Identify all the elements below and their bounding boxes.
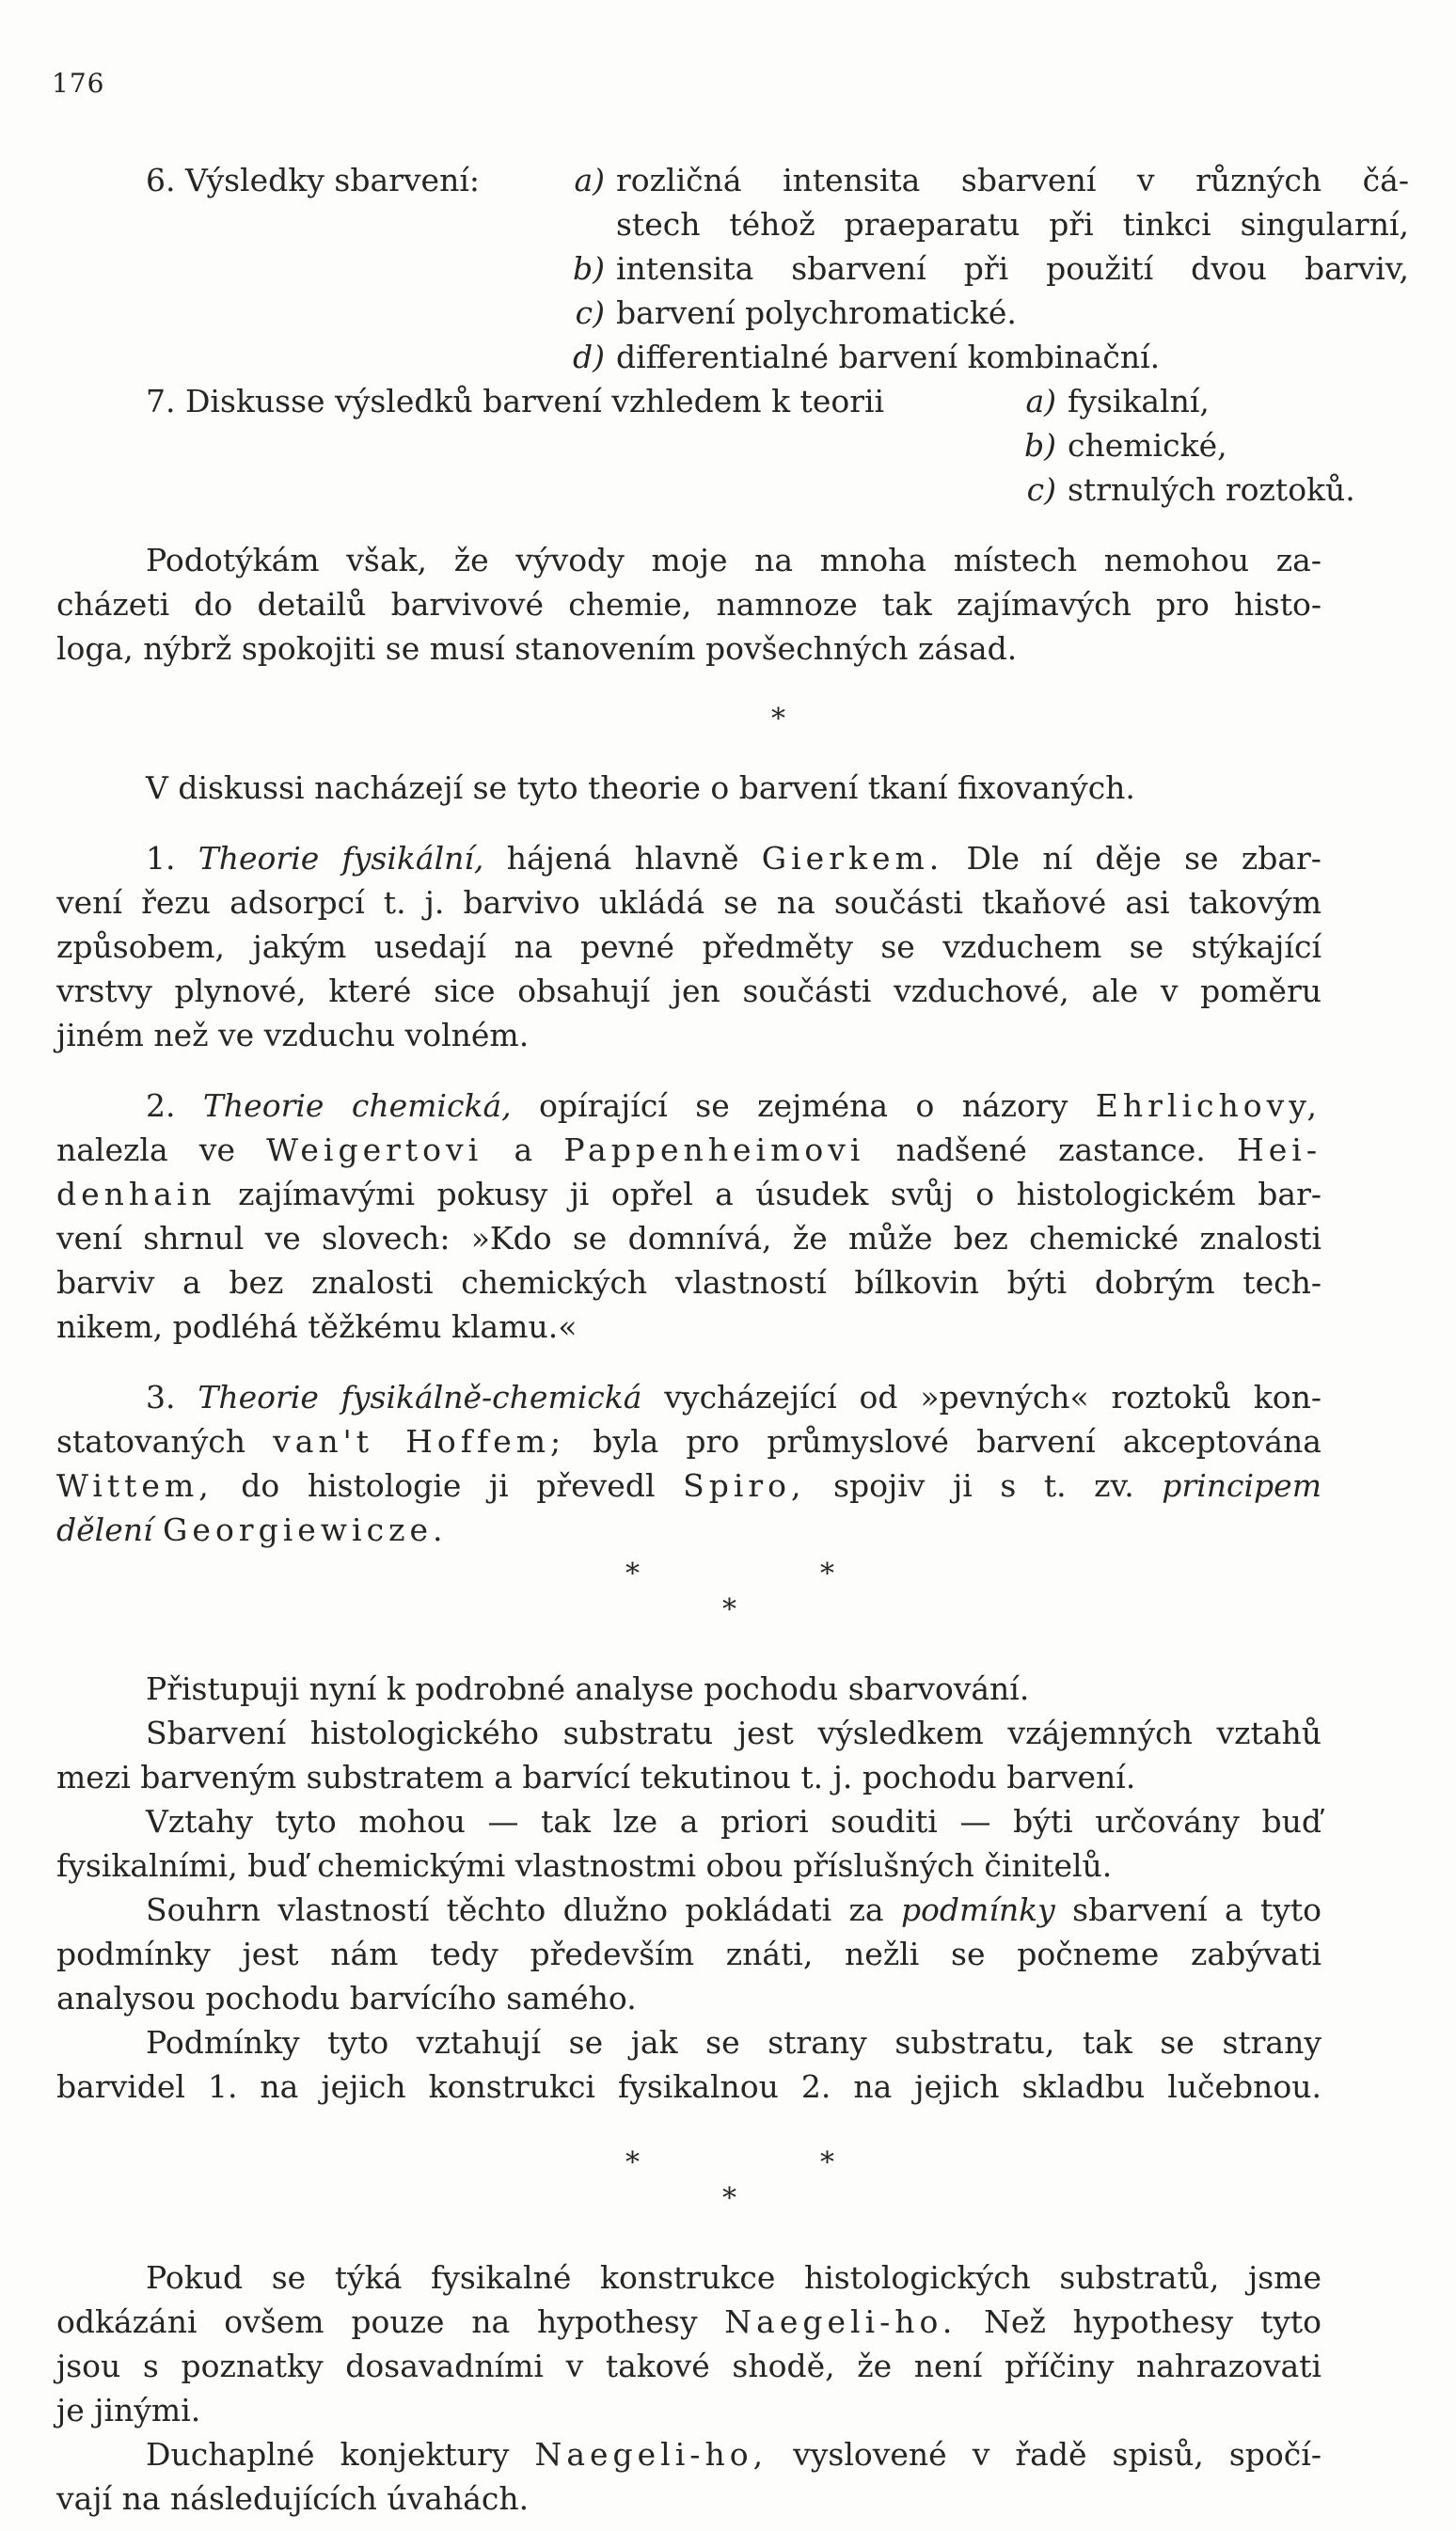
paragraph-diskussi: V diskussi nacházejí se tyto theorie o barvení tkaní fixovaných. <box>146 769 1135 806</box>
list-text: stech téhož praeparatu při tinkci singularní, <box>616 206 1409 243</box>
text-line: vení řezu adsorpcí t. j. barvivo ukládá se na součásti tkaňové asi takovým <box>56 884 1321 921</box>
text-line: vrstvy plynové, které sice obsahují jen součásti vzduchové, ale v poměru <box>56 973 1321 1009</box>
list-item-6-label: 6. Výsledky sbarvení: <box>146 162 480 198</box>
text-line: 3. Theorie fysikálně-chemická vycházející od »pevných« roztoků kon- <box>146 1379 1321 1416</box>
text-line: nikem, podléhá těžkému klamu.« <box>56 1308 578 1345</box>
paragraph-duchaplne <box>56 2432 1411 2521</box>
text-line: Sbarvení histologického substratu jest výsledkem vzájemných vztahů <box>146 1715 1321 1751</box>
text-line: Vztahy tyto mohou — tak lze a priori souditi — býti určovány buď <box>146 1803 1321 1840</box>
text-line: 2. Theorie chemická, opírající se zejména o názory Ehrlichovy, <box>146 1087 1321 1124</box>
text-line: analysou pochodu barvícího samého. <box>56 1980 637 2017</box>
paragraph-theory-3 <box>56 1375 1411 1552</box>
text-line: loga, nýbrž spokojiti se musí stanovením povšechných zásad. <box>56 630 1018 667</box>
asterisk-divider-triple <box>146 2141 1411 2229</box>
text-line: statovaných van't Hoffem; byla pro průmyslové barvení akceptována <box>56 1423 1321 1460</box>
list-text: intensita sbarvení při použití dvou barviv, <box>616 250 1409 287</box>
text-line: barviv a bez znalosti chemických vlastností bílkovin býti dobrým tech- <box>56 1264 1321 1301</box>
text-line: mezi barveným substratem a barvící tekutinou t. j. pochodu barvení. <box>56 1759 1136 1795</box>
text-line: podmínky jest nám tedy především znáti, nežli se počneme zabývati <box>56 1936 1321 1972</box>
asterisk-divider-triple <box>146 1552 1411 1640</box>
list-text: strnulých roztoků. <box>1068 471 1355 508</box>
page-number: 176 <box>52 68 105 99</box>
list-text: barvení polychromatické. <box>616 294 1017 331</box>
paragraph-theory-1 <box>56 836 1411 1057</box>
list-marker: b) <box>573 250 605 287</box>
text-line: způsobem, jakým usedají na pevné předměty se vzduchem se stýkající <box>56 928 1321 965</box>
asterisk: * <box>625 1558 640 1590</box>
text-line: cházeti do detailů barvivové chemie, namnoze tak zajímavých pro histo- <box>56 586 1321 623</box>
list-text: fysikalní, <box>1068 383 1210 419</box>
asterisk-divider: * <box>771 703 785 736</box>
text-line: jsou s poznatky dosavadními v takové shodě, že není příčiny nahrazovati <box>56 2348 1321 2384</box>
asterisk: * <box>722 1593 736 1626</box>
list-text: differentialné barvení kombinační. <box>616 339 1161 375</box>
list-item-6 <box>146 158 1411 379</box>
list-marker: d) <box>573 339 605 375</box>
text-line: denhain zajímavými pokusy ji opřel a úsudek svůj o histologickém bar- <box>56 1176 1321 1212</box>
page-body <box>56 158 1411 2521</box>
paragraph-souhrn <box>56 1888 1411 2020</box>
text-line: Duchaplné konjektury Naegeli-ho, vyslovené v řadě spisů, spočí- <box>146 2436 1321 2473</box>
paragraph-podminky <box>56 2020 1411 2109</box>
text-line: jiném než ve vzduchu volném. <box>56 1017 530 1053</box>
paragraph-podotykam <box>56 538 1411 671</box>
text-line: je jinými. <box>56 2392 201 2428</box>
text-line: nalezla ve Weigertovi a Pappenheimovi nadšené zastance. Hei- <box>56 1131 1321 1168</box>
text-line: odkázáni ovšem pouze na hypothesy Naegeli-ho. Než hypothesy tyto <box>56 2303 1321 2340</box>
asterisk: * <box>625 2146 640 2179</box>
list-item-7 <box>146 379 1411 512</box>
paragraph-sbarveni <box>56 1711 1411 1799</box>
text-line: vení shrnul ve slovech: »Kdo se domnívá, že může bez chemické znalosti <box>56 1220 1321 1257</box>
text-line: Souhrn vlastností těchto dlužno pokládati za podmínky sbarvení a tyto <box>146 1891 1321 1928</box>
asterisk: * <box>722 2182 736 2215</box>
list-text: chemické, <box>1068 427 1227 464</box>
list-marker: c) <box>575 294 605 331</box>
list-marker: a) <box>1025 383 1056 419</box>
text-line: Podmínky tyto vztahují se jak se strany substratu, tak se strany <box>146 2024 1321 2061</box>
paragraph-pokud <box>56 2255 1411 2432</box>
list-text: rozličná intensita sbarvení v různých čá- <box>616 162 1409 198</box>
list-item-7-label: 7. Diskusse výsledků barvení vzhledem k teorii <box>146 383 885 419</box>
asterisk: * <box>820 1558 834 1590</box>
text-line: 1. Theorie fysikální, hájená hlavně Gierkem. Dle ní děje se zbar- <box>146 840 1321 877</box>
text-line: barvidel 1. na jejich konstrukci fysikalnou 2. na jejich skladbu lučebnou. <box>56 2068 1321 2105</box>
list-marker: b) <box>1024 427 1056 464</box>
text-line: dělení Georgiewicze. <box>56 1511 448 1548</box>
asterisk: * <box>820 2146 834 2179</box>
paragraph-vztahy <box>56 1799 1411 1888</box>
text-line: Wittem, do histologie ji převedl Spiro, spojiv ji s t. zv. principem <box>56 1467 1321 1504</box>
text-line: fysikalními, buď chemickými vlastnostmi obou příslušných činitelů. <box>56 1847 1113 1884</box>
paragraph-pristupuji: Přistupuji nyní k podrobné analyse pochodu sbarvování. <box>146 1670 1030 1707</box>
text-line: Podotýkám však, že vývody moje na mnoha místech nemohou za- <box>146 542 1321 578</box>
list-marker: a) <box>574 162 605 198</box>
text-line: vají na následujících úvahách. <box>56 2480 530 2517</box>
list-marker: c) <box>1026 471 1056 508</box>
text-line: Pokud se týká fysikalné konstrukce histologických substratů, jsme <box>146 2259 1321 2296</box>
paragraph-theory-2 <box>56 1084 1411 1349</box>
